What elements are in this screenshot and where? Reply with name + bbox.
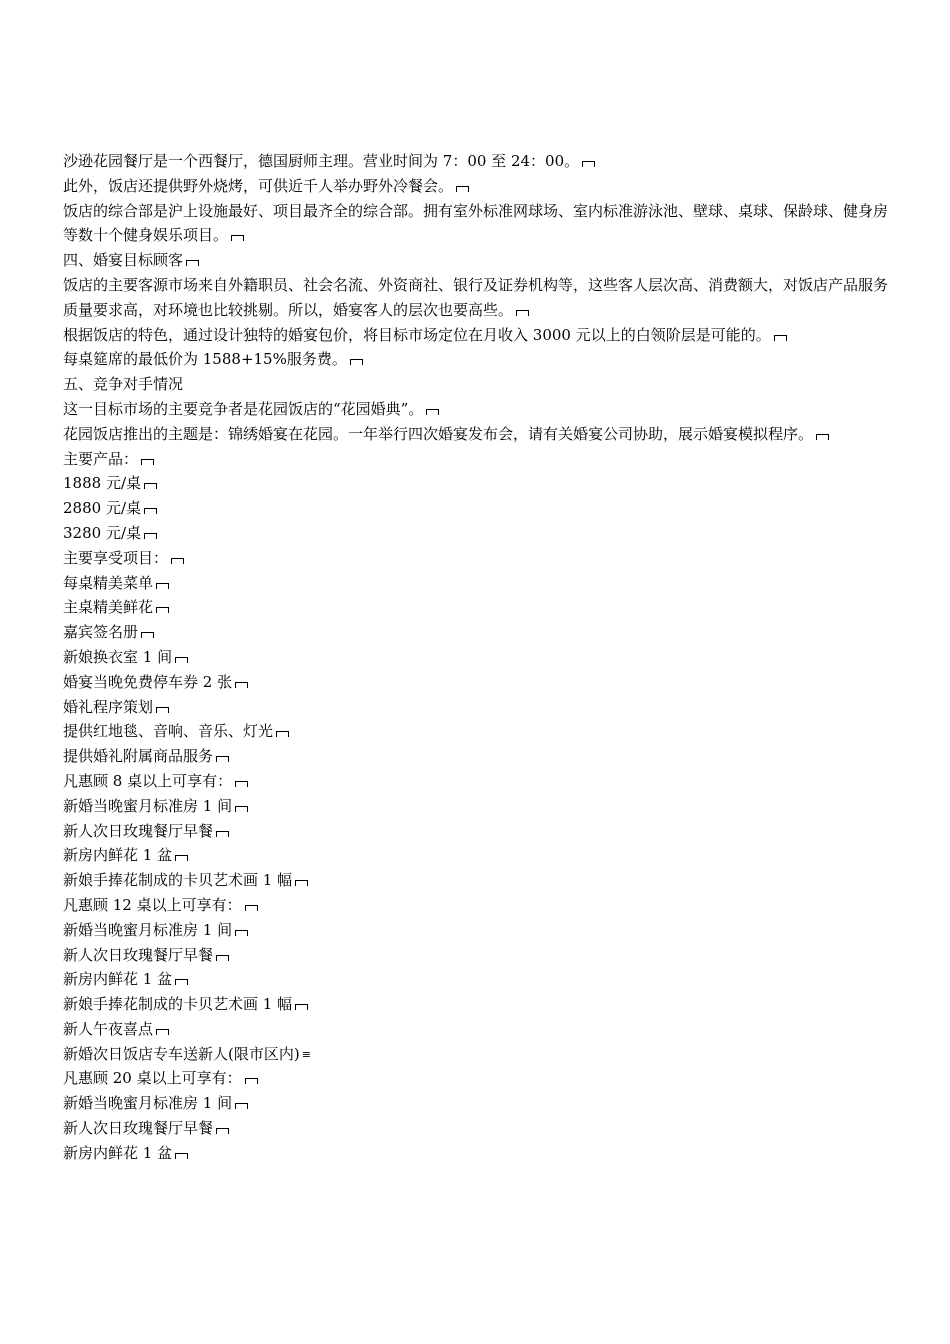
paragraph-mark-icon xyxy=(175,1153,188,1159)
paragraph-text: 这一目标市场的主要竞争者是花园饭店的“花园婚典”。 xyxy=(63,399,424,418)
paragraph-mark-icon xyxy=(235,806,248,812)
paragraph xyxy=(63,447,893,472)
paragraph xyxy=(63,843,893,868)
paragraph xyxy=(63,347,893,372)
paragraph-mark-icon xyxy=(141,459,154,465)
paragraph xyxy=(63,744,893,769)
paragraph xyxy=(63,1066,893,1091)
paragraph xyxy=(63,149,893,174)
paragraph-mark-icon xyxy=(295,880,308,886)
paragraph-text: 新人午夜喜点 xyxy=(63,1019,154,1038)
paragraph-mark-icon xyxy=(235,781,248,787)
paragraph-text: 提供婚礼附属商品服务 xyxy=(63,747,214,766)
paragraph xyxy=(63,1017,893,1042)
paragraph xyxy=(63,174,893,199)
paragraph-mark-icon xyxy=(245,1078,258,1084)
paragraph-text: 新人次日玫瑰餐厅早餐 xyxy=(63,1119,214,1138)
paragraph xyxy=(63,868,893,893)
paragraph-mark-icon xyxy=(216,955,229,961)
paragraph-mark-icon xyxy=(245,905,258,911)
paragraph-text: 嘉宾签名册 xyxy=(63,623,139,642)
paragraph-text: 每桌精美菜单 xyxy=(63,573,154,592)
paragraph-mark-icon xyxy=(175,855,188,861)
paragraph xyxy=(63,967,893,992)
paragraph xyxy=(63,273,893,323)
paragraph xyxy=(63,670,893,695)
paragraph-text: 新婚次日饭店专车送新人(限市区内) xyxy=(63,1044,300,1063)
paragraph-mark-icon xyxy=(426,409,439,415)
paragraph-text: 花园饭店推出的主题是：锦绣婚宴在花园。一年举行四次婚宴发布会，请有关婚宴公司协助，展示婚宴模拟程序。 xyxy=(63,424,814,443)
paragraph-text: 凡惠顾 8 桌以上可享有： xyxy=(63,771,233,790)
paragraph-text: 主要产品： xyxy=(63,449,139,468)
paragraph-mark-icon xyxy=(216,756,229,762)
paragraph-text: 提供红地毯、音响、音乐、灯光 xyxy=(63,722,274,741)
paragraph xyxy=(63,992,893,1017)
paragraph-text: 婚礼程序策划 xyxy=(63,697,154,716)
paragraph-mark-icon xyxy=(156,607,169,613)
paragraph-mark-icon xyxy=(144,533,157,539)
paragraph-text: 新房内鲜花 1 盆 xyxy=(63,970,173,989)
paragraph-text: 每桌筵席的最低价为 1588+15%服务费。 xyxy=(63,350,347,369)
paragraph xyxy=(63,819,893,844)
paragraph xyxy=(63,1042,893,1067)
paragraph-mark-icon xyxy=(175,979,188,985)
paragraph-mark-icon xyxy=(774,335,787,341)
paragraph xyxy=(63,571,893,596)
paragraph-mark-icon xyxy=(816,434,829,440)
paragraph-mark-icon xyxy=(516,310,529,316)
paragraph-mark-icon xyxy=(456,186,469,192)
paragraph-mark-icon xyxy=(216,831,229,837)
paragraph-mark-icon xyxy=(175,657,188,663)
paragraph-text: 凡惠顾 20 桌以上可享有： xyxy=(63,1069,242,1088)
paragraph xyxy=(63,769,893,794)
paragraph-text: 凡惠顾 12 桌以上可享有： xyxy=(63,895,242,914)
paragraph-text: 饭店的综合部是沪上设施最好、项目最齐全的综合部。拥有室外标准网球场、室内标准游泳池、壁球、桌球、保龄球、健身房等数十个健身娱乐项目。 xyxy=(63,201,889,245)
paragraph-text: 新房内鲜花 1 盆 xyxy=(63,1143,173,1162)
paragraph-text: 新婚当晚蜜月标准房 1 间 xyxy=(63,1094,233,1113)
paragraph xyxy=(63,695,893,720)
paragraph-mark-icon xyxy=(231,235,244,241)
paragraph-mark-icon xyxy=(350,359,363,365)
paragraph-text: 五、竞争对手情况 xyxy=(63,375,184,394)
paragraph-mark-icon xyxy=(156,583,169,589)
paragraph xyxy=(63,1141,893,1166)
paragraph-mark-icon xyxy=(141,632,154,638)
paragraph xyxy=(63,521,893,546)
paragraph-text: 此外，饭店还提供野外烧烤，可供近千人举办野外冷餐会。 xyxy=(63,176,454,195)
paragraph xyxy=(63,546,893,571)
paragraph-mark-icon xyxy=(235,930,248,936)
paragraph xyxy=(63,794,893,819)
paragraph-text: 新娘手捧花制成的卡贝艺术画 1 幅 xyxy=(63,871,293,890)
paragraph xyxy=(63,719,893,744)
paragraph-text: 新婚当晚蜜月标准房 1 间 xyxy=(63,796,233,815)
paragraph xyxy=(63,620,893,645)
paragraph xyxy=(63,372,893,397)
paragraph xyxy=(63,645,893,670)
paragraph-text: 主桌精美鲜花 xyxy=(63,598,154,617)
paragraph xyxy=(63,595,893,620)
paragraph-text: 沙逊花园餐厅是一个西餐厅，德国厨师主理。营业时间为 7：00 至 24：00。 xyxy=(63,152,580,170)
paragraph-text: 新人次日玫瑰餐厅早餐 xyxy=(63,945,214,964)
paragraph-text: 主要享受项目： xyxy=(63,548,169,567)
paragraph-text: 2880 元/桌 xyxy=(63,499,141,518)
paragraph-text: 新房内鲜花 1 盆 xyxy=(63,846,173,865)
paragraph xyxy=(63,199,893,249)
paragraph xyxy=(63,496,893,521)
paragraph-mark-icon xyxy=(582,161,595,167)
paragraph xyxy=(63,1116,893,1141)
paragraph-text: 饭店的主要客源市场来自外籍职员、社会名流、外资商社、银行及证券机构等，这些客人层次高、消费额大，对饭店产品服务质量要求高，对环境也比较挑剔。所以，婚宴客人的层次也要高些。 xyxy=(63,275,889,319)
paragraph-mark-icon xyxy=(235,1103,248,1109)
paragraph-text: 3280 元/桌 xyxy=(63,523,141,542)
paragraph xyxy=(63,918,893,943)
paragraph-mark-icon xyxy=(156,1029,169,1035)
paragraph-text: 新娘手捧花制成的卡贝艺术画 1 幅 xyxy=(63,995,293,1014)
paragraph xyxy=(63,248,893,273)
paragraph-text: 四、婚宴目标顾客 xyxy=(63,251,184,270)
line-break-mark-icon: ≡ xyxy=(301,1047,311,1061)
paragraph-mark-icon xyxy=(186,260,199,266)
paragraph xyxy=(63,1091,893,1116)
paragraph-text: 1888 元/桌 xyxy=(63,474,141,493)
paragraph-mark-icon xyxy=(171,558,184,564)
paragraph-mark-icon xyxy=(235,682,248,688)
paragraph-mark-icon xyxy=(156,707,169,713)
paragraph xyxy=(63,943,893,968)
paragraph-mark-icon xyxy=(144,508,157,514)
paragraph xyxy=(63,471,893,496)
paragraph xyxy=(63,397,893,422)
paragraph-text: 婚宴当晚免费停车券 2 张 xyxy=(63,672,233,691)
paragraph-text: 新人次日玫瑰餐厅早餐 xyxy=(63,821,214,840)
paragraph xyxy=(63,422,893,447)
paragraph xyxy=(63,893,893,918)
paragraph-mark-icon xyxy=(216,1128,229,1134)
paragraph-mark-icon xyxy=(295,1004,308,1010)
paragraph-mark-icon xyxy=(144,483,157,489)
paragraph-text: 根据饭店的特色，通过设计独特的婚宴包价，将目标市场定位在月收入 3000 元以上的白领阶层是可能的。 xyxy=(63,325,771,344)
paragraph-text: 新婚当晚蜜月标准房 1 间 xyxy=(63,920,233,939)
paragraph-mark-icon xyxy=(276,731,289,737)
paragraph-text: 新娘换衣室 1 间 xyxy=(63,647,173,666)
paragraph xyxy=(63,323,893,348)
document-body xyxy=(63,149,893,1166)
